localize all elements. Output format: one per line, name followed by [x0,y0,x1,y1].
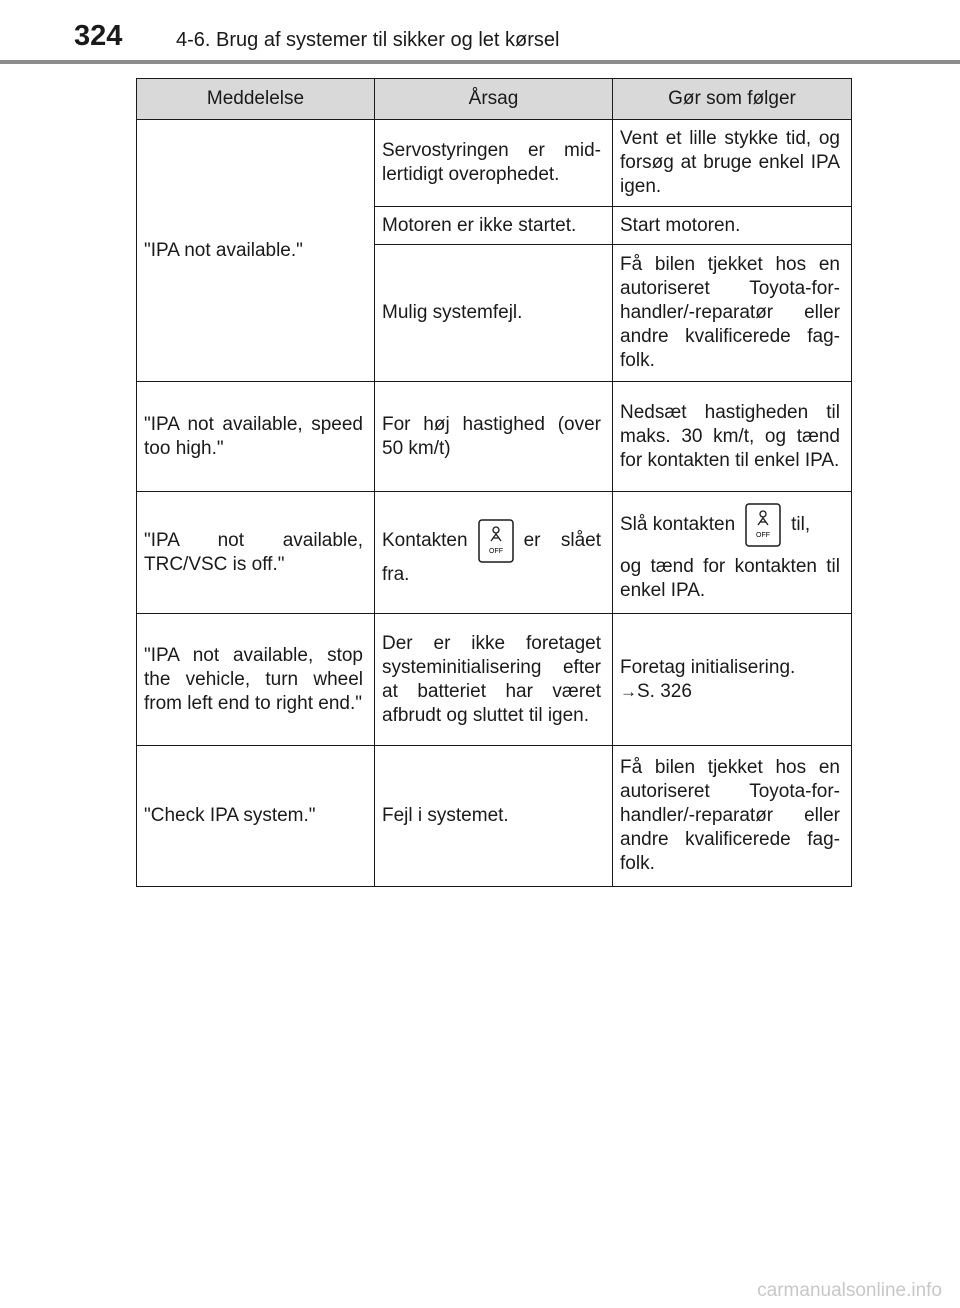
table-row [137,120,852,207]
action-cell: Få bilen tjekket hos en autoriseret Toyota-for-handler/-reparatør eller andre kvalificerede fag-folk. [613,245,852,382]
watermark: carmanualsonline.info [757,1280,942,1301]
action-cell: Nedsæt hastigheden til maks. 30 km/t, og tænd for kontakten til enkel IPA. [613,382,852,492]
cause-cell: Motoren er ikke startet. [375,207,613,245]
table-header-row [137,79,852,120]
cause-cell: Der er ikke foretaget systeminitialisering efter at batteriet har været afbrudt og sluttet til igen. [375,614,613,746]
message-cell: "Check IPA system." [137,746,375,887]
page-reference-link[interactable]: S. 326 [637,680,692,702]
message-cell: "IPA not available." [137,120,375,382]
cause-cell [375,492,613,614]
message-cell: "IPA not available, speed too high." [137,382,375,492]
action-text-line2: og tænd for kontakten til enkel IPA. [620,555,840,601]
svg-text:OFF: OFF [756,531,771,539]
action-text: Foretag initialisering. [620,656,796,678]
column-header-message: Meddelelse [137,79,375,120]
message-table [136,78,852,887]
table-row [137,614,852,746]
cause-cell: For høj hastighed (over 50 km/t) [375,382,613,492]
cause-text-before: Kontakten [382,529,468,551]
action-text-after: til, [791,513,811,535]
action-cell: Få bilen tjekket hos en autoriseret Toyota-for-handler/-reparatør eller andre kvalificerede fag-folk. [613,746,852,887]
column-header-cause: Årsag [375,79,613,120]
ipa-off-switch-icon [478,519,514,563]
action-cell: Vent et lille stykke tid, og forsøg at bruge enkel IPA igen. [613,120,852,207]
page-number: 324 [74,20,123,52]
column-header-action: Gør som følger [613,79,852,120]
xref-arrow-icon: → [620,681,637,701]
message-cell: "IPA not available, stop the vehicle, turn wheel from left end to right end." [137,614,375,746]
section-title: 4-6. Brug af systemer til sikker og let kørsel [176,29,560,51]
table-row [137,492,852,614]
action-cell [613,492,852,614]
table-row [137,746,852,887]
message-cell: "IPA not available, TRC/VSC is off." [137,492,375,614]
cause-cell: Mulig systemfejl. [375,245,613,382]
cause-cell: Fejl i systemet. [375,746,613,887]
cause-text-after: er slået fra. [382,529,601,585]
table-row [137,382,852,492]
cause-cell: Servostyringen er mid-lertidigt overophedet. [375,120,613,207]
header-rule [0,60,960,64]
action-cell: Start motoren. [613,207,852,245]
svg-text:OFF: OFF [488,547,503,555]
action-cell [613,614,852,746]
ipa-off-switch-icon [745,503,781,547]
action-text-before: Slå kontakten [620,513,736,535]
